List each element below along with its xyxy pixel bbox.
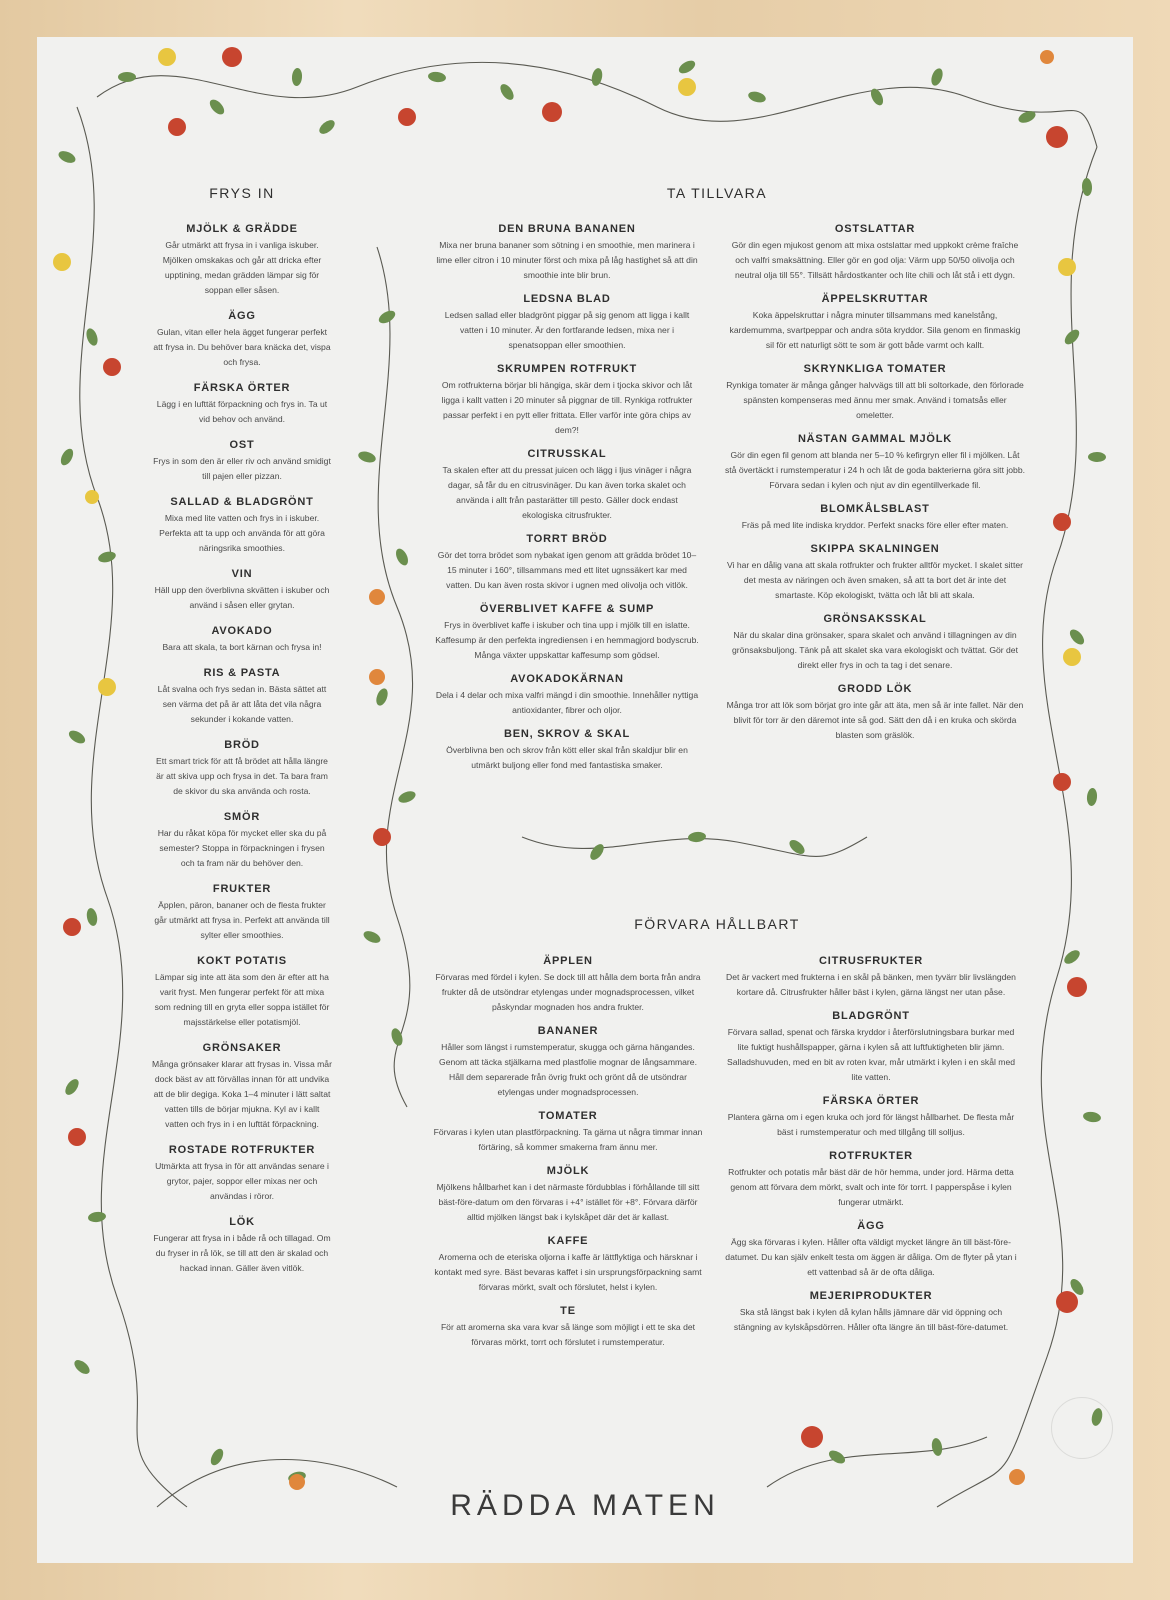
section-item (725, 1220, 1017, 1280)
item-text: Frys in överblivet kaffe i iskuber och tina upp i mjölk till en islatte. Kaffesump är den perfekta ingrediensen i en hemmagjord bodyscrub. Många växter uppskattar kaffesump som gödsel. (435, 620, 699, 660)
item-title: MJÖLK (546, 1165, 590, 1177)
item-text: Håller som längst i rumstemperatur, skugga och gärna hängandes. Genom att täcka stjälkarna med plastfolie mognar de långsammare. Håll dem separerade från övrig frukt och grönt då de utsöndrar etylengas under mognadsprocessen. (439, 1042, 697, 1097)
section-item (152, 739, 332, 799)
leaf-icon (85, 907, 98, 927)
leaf-icon (1062, 948, 1082, 967)
forvara-column-1 (432, 955, 704, 1360)
ta-tillvara-column-2 (725, 223, 1025, 753)
leaf-icon (87, 1211, 106, 1223)
item-title: OSTSLATTAR (834, 223, 916, 235)
section-item (725, 543, 1025, 603)
item-text: Lägg i en lufttät förpackning och frys in. Ta ut vid behov och använd. (156, 399, 328, 424)
item-text: Fungerar att frysa in i både rå och tillagad. Om du fryser in rå lök, se till att den är skalad och hackad innan. Gäller även vitlök. (153, 1233, 331, 1273)
item-title: AVOKADO (211, 625, 273, 637)
item-text: Utmärkta att frysa in för att användas senare i grytor, pajer, soppor eller mixas ner och användas i röror. (155, 1161, 329, 1201)
item-title: RIS & PASTA (203, 667, 281, 679)
section-item (725, 683, 1025, 743)
section-item (435, 363, 699, 438)
section-item (725, 613, 1025, 673)
item-title: DEN BRUNA BANANEN (498, 223, 636, 235)
item-title: SKIPPA SKALNINGEN (810, 543, 940, 555)
item-text: Många grönsaker klarar att frysas in. Vissa mår dock bäst av att förvällas innan för att undvika att de blir degiga. Koka 1–4 minuter i lätt saltat vatten tills de börjar mjukna. Kyl av i kallt vatten och frys in i en lufttät förpackning. (152, 1059, 332, 1129)
item-title: CITRUSFRUKTER (819, 955, 923, 967)
leaf-icon (827, 1448, 848, 1466)
item-text: Mixa med lite vatten och frys in i iskuber. Perfekta att ta upp och använda för att göra näringsrika smoothies. (159, 513, 325, 553)
lemon-icon (53, 253, 71, 271)
section-item (432, 1110, 704, 1155)
section-item (432, 955, 704, 1015)
item-text: Mjölkens hållbarhet kan i det närmaste fördubblas i förhållande till sitt bäst-före-datum om den förvaras i +4° istället för +8°. Förvara därför alltid mjölken längst bak i kylskåpet där det är kallast. (436, 1182, 700, 1222)
item-text: Många tror att lök som börjat gro inte går att äta, men så är inte fallet. När den blivit för torr är den däremot inte så god. Sätt den då i en kruka och skörda blasten som gräslök. (726, 700, 1024, 740)
leaf-icon (1088, 452, 1106, 462)
item-text: Lämpar sig inte att äta som den är efter att ha varit fryst. Men fungerar perfekt för att mixa som redning till en gryta eller soppa istället för majsstärkelse eller potatismjöl. (154, 972, 330, 1027)
item-title: ROSTADE ROTFRUKTER (168, 1144, 316, 1156)
item-text: Ska stå längst bak i kylen då kylan hålls jämnare där vid öppning och stängning av kylskåpsdörren. Håller ofta längre än till bäst-före-datumet. (733, 1307, 1009, 1332)
leaf-icon (931, 1437, 944, 1456)
leaf-icon (84, 327, 99, 347)
leaf-icon (118, 72, 136, 82)
forvara-heading: FÖRVARA HÅLLBART (634, 916, 800, 932)
leaf-icon (67, 728, 88, 746)
item-title: CITRUSSKAL (527, 448, 607, 460)
ta-tillvara-column-1 (435, 223, 699, 783)
leaf-icon (377, 308, 398, 326)
section-item (152, 955, 332, 1030)
leaf-icon (63, 1077, 82, 1097)
item-text: Koka äppelskruttar i några minuter tillsammans med kanelstång, kardemumma, svartpeppar och andra söta kryddor. Sila genom en finmaskig sil för ett naturligt sött te som är gott både varmt och kallt. (729, 310, 1021, 350)
pepper-icon (1056, 1291, 1078, 1313)
leaf-icon (677, 58, 698, 76)
item-text: Häll upp den överblivna skvätten i iskuber och använd i såsen eller grytan. (154, 585, 330, 610)
item-title: NÄSTAN GAMMAL MJÖLK (797, 433, 953, 445)
orange-slice-icon (289, 1474, 305, 1490)
leaf-icon (747, 90, 767, 105)
item-title: SKRUMPEN ROTFRUKT (496, 363, 638, 375)
item-text: Gör din egen mjukost genom att mixa ostslattar med uppkokt crème fraîche och valfri smaksättning. Eller gör en god olja: Värm upp 50/50 olivolja och neutral olja till 55°. Tillsätt hårdostkanter och lite chili och låt stå i ett dygn. (731, 240, 1019, 280)
item-text: Ta skalen efter att du pressat juicen och lägg i ljus vinäger i några dagar, så får du en citrusvinäger. Du kan även torka skalet och använda i allt från pastarätter till pesto. Gäller dock endast ekologiska citrusfrukter. (442, 465, 692, 520)
tomato-icon (1053, 513, 1071, 531)
item-title: LÖK (229, 1216, 255, 1228)
item-title: TOMATER (538, 1110, 598, 1122)
section-item (432, 1235, 704, 1295)
item-title: BLADGRÖNT (832, 1010, 910, 1022)
item-text: Äpplen, päron, bananer och de flesta frukter går utmärkt att frysa in. Perfekt att använda till sylter eller smoothies. (154, 900, 330, 940)
section-item (725, 293, 1025, 353)
banana-icon (85, 490, 99, 504)
leaf-icon (72, 1357, 92, 1376)
section-item (152, 1042, 332, 1132)
section-item (435, 293, 699, 353)
pepper-icon (63, 918, 81, 936)
item-text: Fräs på med lite indiska kryddor. Perfekt snacks före eller efter maten. (741, 520, 1009, 530)
item-title: FÄRSKA ÖRTER (822, 1095, 920, 1107)
item-title: TE (560, 1305, 576, 1317)
item-title: LEDSNA BLAD (523, 293, 611, 305)
leaf-icon (498, 82, 517, 102)
section-item (435, 448, 699, 523)
item-text: Ett smart trick för att få brödet att hålla längre är att skiva upp och frysa in det. Ta bara fram de skivor du ska använda och rosta. (156, 756, 328, 796)
pepper-icon (801, 1426, 823, 1448)
leaf-icon (787, 837, 807, 856)
item-text: Bara att skala, ta bort kärnan och frysa in! (162, 642, 322, 652)
leaf-icon (1086, 788, 1098, 807)
forvara-column-2 (725, 955, 1017, 1345)
item-title: ÄPPELSKRUTTAR (821, 293, 929, 305)
section-item (152, 496, 332, 556)
section-item (725, 1010, 1017, 1085)
item-text: Det är vackert med frukterna i en skål på bänken, men tyvärr blir livslängden kortare då. Citrusfrukter håller bäst i kylen, gärna längst ner utan påse. (726, 972, 1016, 997)
section-item (435, 223, 699, 283)
tomato-icon (1053, 773, 1071, 791)
item-title: AVOKADOKÄRNAN (510, 673, 624, 685)
leaf-icon (427, 71, 446, 83)
item-text: Mixa ner bruna bananer som sötning i en smoothie, men marinera i lime eller citron i 10 minuter först och mixa på låg hastighet så att din smoothie inte blir brun. (436, 240, 698, 280)
pepper-icon (222, 47, 242, 67)
section-item (435, 603, 699, 663)
item-text: Låt svalna och frys sedan in. Bästa sättet att sen värma det på är att låta det vila några sekunder i kokande vatten. (157, 684, 327, 724)
section-item (432, 1025, 704, 1100)
section-item (725, 1095, 1017, 1140)
section-item (435, 728, 699, 773)
item-text: Förvaras med fördel i kylen. Se dock till att hålla dem borta från andra frukter då de utsöndrar etylengas under mognadsprocessen, vilket påskyndar mognaden hos andra frukter. (435, 972, 701, 1012)
section-item (152, 382, 332, 427)
section-item (432, 1165, 704, 1225)
section-item (725, 223, 1025, 283)
item-title: OST (229, 439, 255, 451)
lemon-icon (98, 678, 116, 696)
item-title: BRÖD (224, 739, 260, 751)
item-text: Har du råkat köpa för mycket eller ska du på semester? Stoppa in förpackningen i frysen och ta fram när du behöver den. (157, 828, 327, 868)
item-title: FÄRSKA ÖRTER (193, 382, 291, 394)
leaf-icon (57, 149, 78, 165)
item-text: När du skalar dina grönsaker, spara skalet och använd i tillagningen av din grönsaksbuljong. Tänk på att skalet ska vara ekologiskt och tvättat. Gör det direkt eller frys in och ta tag i det senare. (732, 630, 1018, 670)
section-item (152, 1216, 332, 1276)
frys-in-column (152, 223, 332, 1288)
leaf-icon (374, 687, 390, 707)
item-title: KOKT POTATIS (197, 955, 287, 967)
leaf-icon (1067, 627, 1086, 647)
pepper-icon (1067, 977, 1087, 997)
item-title: BANANER (537, 1025, 599, 1037)
orange-slice-icon (369, 589, 385, 605)
leaf-icon (357, 450, 377, 465)
lemon-icon (158, 48, 176, 66)
item-title: BEN, SKROV & SKAL (503, 728, 631, 740)
item-title: ROTFRUKTER (829, 1150, 913, 1162)
section-item (152, 439, 332, 484)
frys-in-heading: FRYS IN (209, 185, 275, 201)
item-text: Aromerna och de eteriska oljorna i kaffe är lättflyktiga och härsknar i kontakt med syre. Bäst bevaras kaffet i sin ursprungsförpackning samt förvaras mörkt, svalt och förslutet, helst i kylen. (434, 1252, 702, 1292)
section-item (725, 433, 1025, 493)
section-item (725, 955, 1017, 1000)
item-text: Förvara sallad, spenat och färska kryddor i återförslutningsbara burkar med lite fuktigt hushållspapper, gärna i kylen så att luftfuktigheten blir jämn. Salladshuvuden, med en bit av roten kvar, mår utmärkt i kylen i en skål med lite vatten. (726, 1027, 1016, 1082)
leaf-icon (208, 1447, 225, 1468)
leaf-icon (291, 68, 302, 87)
leaf-icon (394, 547, 411, 568)
section-item (152, 310, 332, 370)
section-item (725, 363, 1025, 423)
item-text: Vi har en dålig vana att skala rotfrukter och frukter alltför mycket. I skalet sitter det mesta av näringen och även smaken, så att ta bort det är inte det smartaste. Köp ekologiskt, tvätta och låt bli att skala. (727, 560, 1023, 600)
section-item (152, 811, 332, 871)
tomato-icon (68, 1128, 86, 1146)
pepper-icon (1046, 126, 1068, 148)
ta-tillvara-heading: TA TILLVARA (666, 185, 768, 201)
item-title: SMÖR (223, 811, 261, 823)
leaf-icon (362, 929, 383, 946)
leaf-icon (397, 789, 417, 805)
orange-slice-icon (1040, 50, 1054, 64)
item-title: MEJERIPRODUKTER (809, 1290, 933, 1302)
lemon-icon (1058, 258, 1076, 276)
item-text: Gör din egen fil genom att blanda ner 5–10 % kefirgryn eller fil i mjölken. Låt stå övertäckt i rumstemperatur i 24 h och låt de goda bakterierna göra sitt jobb. Förvara sedan i kylen och njut av din egentillverkade fil. (725, 450, 1025, 490)
item-text: Dela i 4 delar och mixa valfri mängd i din smoothie. Innehåller nyttiga antioxidanter, fibrer och oljor. (435, 690, 699, 715)
section-item (432, 1305, 704, 1350)
poster-title: RÄDDA MATEN (450, 1489, 720, 1522)
item-title: VIN (231, 568, 253, 580)
stamp-seal (1051, 1397, 1113, 1459)
leaf-icon (97, 550, 117, 564)
leaf-icon (688, 831, 707, 843)
leaf-icon (317, 117, 337, 136)
item-title: ÄGG (857, 1220, 885, 1232)
item-title: TORRT BRÖD (526, 533, 608, 545)
item-title: KAFFE (547, 1235, 589, 1247)
item-text: Frys in som den är eller riv och använd smidigt till pajen eller pizzan. (153, 456, 331, 481)
section-item (152, 667, 332, 727)
section-item (152, 625, 332, 655)
tomato-icon (103, 358, 121, 376)
leaf-icon (868, 87, 885, 108)
item-title: ÖVERBLIVET KAFFE & SUMP (479, 603, 655, 615)
lemon-icon (1063, 648, 1081, 666)
section-item (725, 1290, 1017, 1335)
item-text: Om rotfrukterna börjar bli hängiga, skär dem i tjocka skivor och låt ligga i kallt vatten i 20 minuter så piggnar de till. Rynkiga rotfrukter passar perfekt i en pytt eller frittata. Eller varför inte göra chips av dem?! (441, 380, 693, 435)
leaf-icon (58, 447, 75, 468)
item-title: MJÖLK & GRÄDDE (186, 223, 298, 235)
item-text: Rynkiga tomater är många gånger halvvägs till att bli soltorkade, den förlorade spänsten kompenseras med ännu mer smak. Använd i tomatsås eller omeletter. (726, 380, 1024, 420)
leaf-icon (1082, 178, 1093, 196)
section-item (725, 503, 1025, 533)
orange-slice-icon (1009, 1469, 1025, 1485)
item-text: Går utmärkt att frysa in i vanliga iskuber. Mjölken omskakas och går att dricka efter upptining, medan grädden lämpar sig för soppan eller såsen. (162, 240, 322, 295)
lemon-icon (678, 78, 696, 96)
item-title: SALLAD & BLADGRÖNT (170, 496, 314, 508)
item-title: GRODD LÖK (837, 683, 913, 695)
item-title: FRUKTER (212, 883, 272, 895)
tomato-icon (398, 108, 416, 126)
item-title: SKRYNKLIGA TOMATER (803, 363, 947, 375)
item-text: Rotfrukter och potatis mår bäst där de hör hemma, under jord. Härma detta genom att förvara dem mörkt, svalt och inte för torrt. I papperspåse i kylen fungerar utmärkt. (728, 1167, 1014, 1207)
item-text: Gulan, vitan eller hela ägget fungerar perfekt att frysa in. Du behöver bara knäcka det, vispa och frysa. (153, 327, 331, 367)
section-item (152, 883, 332, 943)
item-title: ÄPPLEN (543, 955, 593, 967)
leaf-icon (588, 842, 607, 862)
item-text: Plantera gärna om i egen kruka och jord för längst hållbarhet. De flesta mår bäst i rumstemperatur och med tillgång till solljus. (727, 1112, 1015, 1137)
item-text: Förvaras i kylen utan plastförpackning. Ta gärna ut några timmar innan förtäring, så kommer smakerna fram ännu mer. (433, 1127, 703, 1152)
tomato-icon (373, 828, 391, 846)
vine-stem (767, 1437, 987, 1487)
item-text: Ägg ska förvaras i kylen. Håller ofta väldigt mycket längre än till bäst-före-datumet. Du kan själv enkelt testa om äggen är dåliga. Om de flyter på ytan i ett vattenbad så är de ofta dåliga. (725, 1237, 1017, 1277)
section-item (435, 533, 699, 593)
tomato-icon (168, 118, 186, 136)
item-text: För att aromerna ska vara kvar så länge som möjligt i ett te ska det förvaras mörkt, torrt och förslutet i rumstemperatur. (440, 1322, 696, 1347)
pepper-icon (542, 102, 562, 122)
item-title: GRÖNSAKER (202, 1042, 282, 1054)
section-item (435, 673, 699, 718)
section-item (725, 1150, 1017, 1210)
leaf-icon (207, 97, 227, 117)
section-item (152, 568, 332, 613)
item-text: Gör det torra brödet som nybakat igen genom att grädda brödet 10–15 minuter i 160°, tillsammans med ett litet ugnssäkert kar med vatten. Du kan även rosta skivor i ugnen med olivolja och vitlök. (437, 550, 697, 590)
section-item (152, 223, 332, 298)
item-title: GRÖNSAKSSKAL (823, 613, 927, 625)
item-title: ÄGG (228, 310, 256, 322)
item-text: Ledsen sallad eller bladgrönt piggar på sig genom att ligga i kallt vatten i 10 minuter. Är den fortfarande ledsen, mixa ner i spenatsoppan eller smoothien. (444, 310, 690, 350)
orange-slice-icon (369, 669, 385, 685)
leaf-icon (1082, 1111, 1101, 1124)
item-title: BLOMKÅLSBLAST (820, 503, 930, 515)
poster (37, 37, 1133, 1563)
section-item (152, 1144, 332, 1204)
item-text: Överblivna ben och skrov från kött eller skal från skaldjur blir en utmärkt buljong eller fond med fantastiska smaker. (446, 745, 688, 770)
leaf-icon (929, 67, 945, 87)
